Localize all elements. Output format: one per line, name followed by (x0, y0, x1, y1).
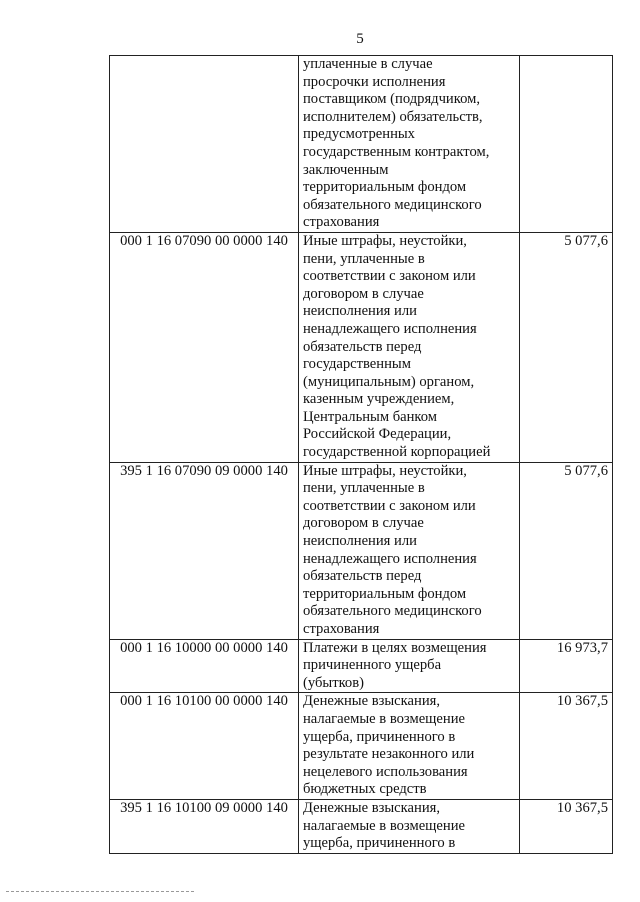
description-cell: Денежные взыскания, налагаемые в возмещение ущерба, причиненного в (299, 799, 520, 853)
table-row (110, 232, 613, 462)
budget-code-cell: 000 1 16 10000 00 0000 140 (110, 639, 299, 693)
budget-code-cell: 395 1 16 07090 09 0000 140 (110, 462, 299, 639)
table-row (110, 799, 613, 853)
budget-code-cell: 000 1 16 07090 00 0000 140 (110, 232, 299, 462)
amount-cell: 5 077,6 (520, 462, 613, 639)
budget-revenue-table (109, 55, 613, 854)
description-cell: Иные штрафы, неустойки, пени, уплаченные в соответствии с законом или договором в случае неисполнения или ненадлежащего исполнения обязательств перед государственным (муниципальным) органом, казенным учреждением, Центральным банком Российской Федерации, государственной корпорацией (299, 232, 520, 462)
table-row (110, 56, 613, 233)
description-cell: Денежные взыскания, налагаемые в возмещение ущерба, причиненного в результате незаконного или нецелевого использования бюджетных средств (299, 693, 520, 800)
page-number: 5 (356, 31, 364, 47)
description-cell: Платежи в целях возмещения причиненного ущерба (убытков) (299, 639, 520, 693)
amount-cell: 5 077,6 (520, 232, 613, 462)
scan-edge-line (6, 891, 194, 892)
amount-cell: 10 367,5 (520, 799, 613, 853)
description-cell: Иные штрафы, неустойки, пени, уплаченные в соответствии с законом или договором в случае неисполнения или ненадлежащего исполнения обязательств перед территориальным фондом обязательного медицинского страхования (299, 462, 520, 639)
budget-code-cell: 000 1 16 10100 00 0000 140 (110, 693, 299, 800)
amount-cell (520, 56, 613, 233)
description-cell: уплаченные в случае просрочки исполнения поставщиком (подрядчиком, исполнителем) обязательств, предусмотренных государственным контрактом, заключенным территориальным фондом обязательного медицинского страхования (299, 56, 520, 233)
table-row (110, 462, 613, 639)
table-row (110, 639, 613, 693)
amount-cell: 16 973,7 (520, 639, 613, 693)
budget-code-cell: 395 1 16 10100 09 0000 140 (110, 799, 299, 853)
budget-code-cell (110, 56, 299, 233)
amount-cell: 10 367,5 (520, 693, 613, 800)
table-row (110, 693, 613, 800)
